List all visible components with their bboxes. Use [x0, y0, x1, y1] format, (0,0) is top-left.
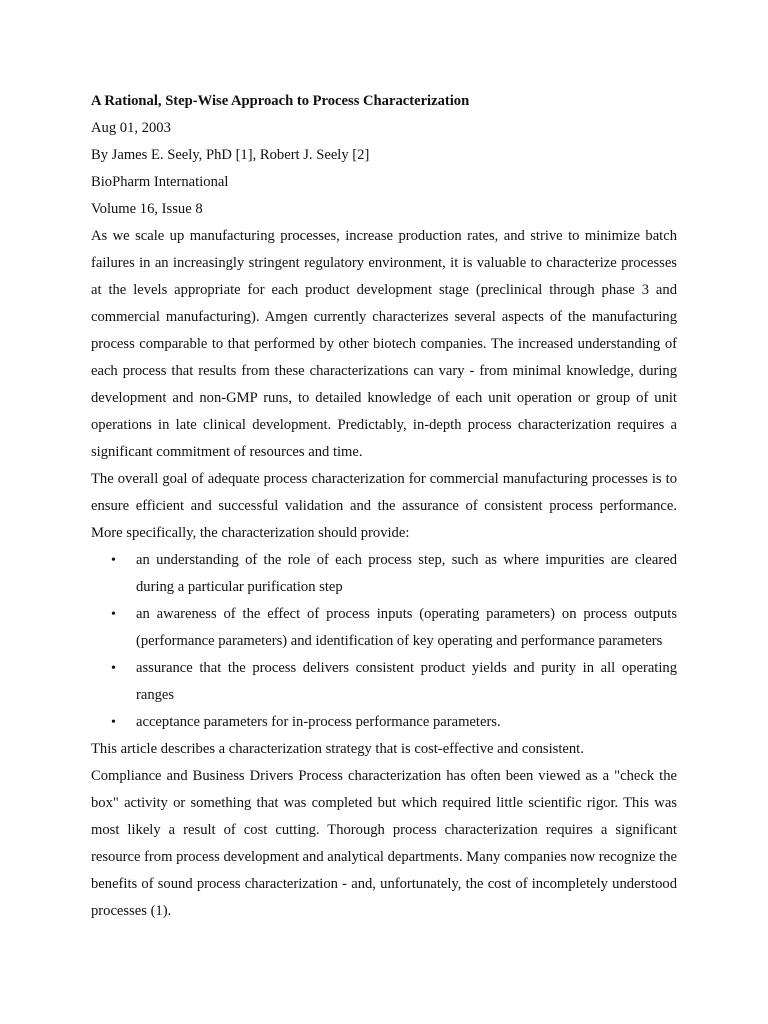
publication-date: Aug 01, 2003 — [91, 120, 171, 136]
publication-name: BioPharm International — [91, 174, 229, 190]
list-item-text: acceptance parameters for in-process performance parameters. — [136, 714, 501, 730]
list-item — [111, 655, 677, 709]
article-title: A Rational, Step-Wise Approach to Process Characterization — [91, 93, 470, 109]
list-item — [111, 601, 677, 655]
list-item — [111, 547, 677, 601]
body-paragraph-goal: The overall goal of adequate process characterization for commercial manufacturing processes is to ensure efficient and successful validation and the assurance of consistent process performance. More specifically, the characterization should provide: — [91, 471, 677, 541]
list-item-text: an understanding of the role of each process step, such as where impurities are cleared during a particular purification step — [136, 552, 677, 595]
bullet-icon: • — [111, 661, 116, 676]
volume-issue: Volume 16, Issue 8 — [91, 201, 203, 217]
characterization-list — [91, 547, 677, 736]
bullet-icon: • — [111, 607, 116, 622]
body-paragraph-intro: As we scale up manufacturing processes, increase production rates, and strive to minimize batch failures in an increasingly stringent regulatory environment, it is valuable to characterize processes at the levels appropriate for each product development stage (preclinical through phase 3 and commercial manufacturing). Amgen currently characterizes several aspects of the manufacturing process comparable to that performed by other biotech companies. The increased understanding of each process that results from these characterizations can vary - from minimal knowledge, during development and non-GMP runs, to detailed knowledge of each unit operation or group of unit operations in late clinical development. Predictably, in-depth process characterization requires a significant commitment of resources and time. — [91, 228, 677, 460]
document-page — [91, 88, 677, 925]
byline: By James E. Seely, PhD [1], Robert J. Seely [2] — [91, 147, 370, 163]
list-item-text: an awareness of the effect of process inputs (operating parameters) on process outputs (performance parameters) and identification of key operating and performance parameters — [136, 606, 677, 649]
list-item — [111, 709, 677, 736]
body-paragraph-strategy: This article describes a characterization strategy that is cost-effective and consistent. — [91, 741, 584, 757]
list-item-text: assurance that the process delivers consistent product yields and purity in all operating ranges — [136, 660, 677, 703]
body-paragraph-drivers: Compliance and Business Drivers Process characterization has often been viewed as a "check the box" activity or something that was completed but which required little scientific rigor. This was most likely a result of cost cutting. Thorough process characterization requires a significant resource from process development and analytical departments. Many companies now recognize the benefits of sound process characterization - and, unfortunately, the cost of incompletely understood processes (1). — [91, 768, 677, 919]
bullet-icon: • — [111, 553, 116, 568]
bullet-icon: • — [111, 715, 116, 730]
